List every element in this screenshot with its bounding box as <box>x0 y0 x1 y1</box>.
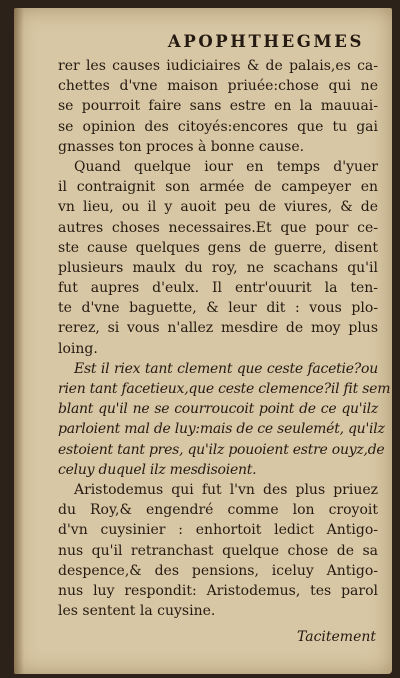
text-line: ste cause quelques gens de guerre, disent <box>58 239 378 256</box>
text-line: nus luy respondit: Aristodemus, tes parol <box>58 582 378 599</box>
text-line: se opinion des citoyés:encores que tu gai <box>58 118 378 135</box>
text-line: loing. <box>58 340 98 357</box>
text-line: du Roy,& engendré comme lon croyoit <box>58 502 378 519</box>
text-line: Est il riex tant clement que ceste facetie?ou <box>74 360 378 377</box>
page-body <box>58 56 391 621</box>
text-line: blant qu'il ne se courroucoit point de ce qu'ilz <box>58 401 378 418</box>
text-line: gnasses ton proces à bonne cause. <box>58 138 305 155</box>
text-line: nus qu'il retranchast quelque chose de sa <box>58 542 378 559</box>
text-line: les sentent la cuysine. <box>58 603 216 620</box>
page-gutter-shadow <box>14 8 24 674</box>
text-line: celuy duquel ilz mesdisoient. <box>58 461 257 478</box>
text-line: rer les causes iudiciaires & de palais,es ca- <box>58 58 378 74</box>
text-line: vn lieu, ou il y auoit peu de viures, & de <box>58 199 378 216</box>
text-line: chettes d'vne maison priuée:chose qui ne <box>58 78 378 95</box>
text-line: despence,& des pensions, iceluy Antigo- <box>58 562 378 579</box>
text-line: Quand quelque iour en temps d'yuer <box>74 158 378 175</box>
text-line: d'vn cuysinier : enhortoit ledict Antigo- <box>58 522 378 539</box>
text-line: rerez, si vous n'allez mesdire de moy plus <box>58 320 378 337</box>
text-line: se pourroit faire sans estre en la mauuai- <box>58 98 378 115</box>
catchword: Tacitement <box>296 629 376 646</box>
book-page <box>14 8 392 674</box>
text-line: plusieurs maulx du roy, ne scachans qu'il <box>58 259 378 276</box>
text-line: estoient tant pres, qu'ilz pouoient estre ouyz,de <box>58 441 385 458</box>
text-line: autres choses necessaires.Et que pour ce- <box>58 219 378 236</box>
text-line: il contraignit son armée de campeyer en <box>58 179 378 196</box>
text-line: fut aupres d'eulx. Il entr'ouurit la ten- <box>58 280 378 297</box>
running-header: APOPHTHEGMES <box>167 32 364 51</box>
text-line: rien tant facetieux,que ceste clemence?il fit sem <box>58 381 391 397</box>
text-line: Aristodemus qui fut l'vn des plus priuez <box>74 481 378 498</box>
page-text-block <box>58 8 391 647</box>
text-line: te d'vne baguette, & leur dit : vous plo- <box>58 300 378 317</box>
text-line: parloient mal de luy:mais de ce seulemét, qu'ilz <box>58 421 385 438</box>
